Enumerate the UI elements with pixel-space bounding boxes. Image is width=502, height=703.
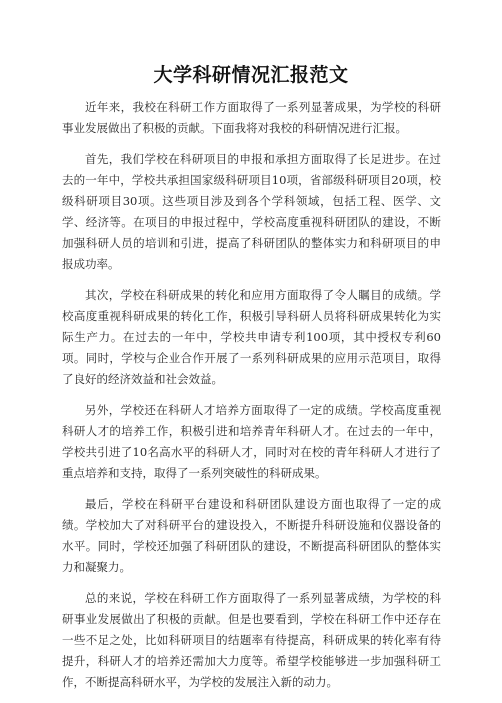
paragraph-platform: 最后，学校在科研平台建设和科研团队建设方面也取得了一定的成绩。学校加大了对科研平台的建设投入，不断提升科研设施和仪器设备的水平。同时，学校还加强了科研团队的建设，不断提高科研团队的整体实力和凝聚力。 xyxy=(62,497,441,574)
document-body xyxy=(62,97,441,703)
paragraph-achievements: 其次，学校在科研成果的转化和应用方面取得了令人瞩目的成绩。学校高度重视科研成果的转化工作，积极引导科研人员将科研成果转化为实际生产力。在过去的一年中，学校共申请专利100项，其中授权专利60项。同时，学校与企业合作开展了一系列科研成果的应用示范项目，取得了良好的经济效益和社会效益。 xyxy=(62,288,441,386)
paragraph-intro: 近年来，我校在科研工作方面取得了一系列显著成果，为学校的科研事业发展做出了积极的贡献。下面我将对我校的科研情况进行汇报。 xyxy=(62,100,441,135)
paragraph-talent: 另外，学校还在科研人才培养方面取得了一定的成绩。学校高度重视科研人才的培养工作，积极引进和培养青年科研人才。在过去的一年中，学校共引进了10名高水平的科研人才，同时对在校的青年科研人才进行了重点培养和支持，取得了一系列突破性的科研成果。 xyxy=(62,403,441,480)
paragraph-projects: 首先，我们学校在科研项目的申报和承担方面取得了长足进步。在过去的一年中，学校共承担国家级科研项目10项，省部级科研项目20项，校级科研项目30项。这些项目涉及到各个学科领域，包括工程、医学、文学、经济等。在项目的申报过程中，学校高度重视科研团队的建设，不断加强科研人员的培训和引进，提高了科研团队的整体实力和科研项目的申报成功率。 xyxy=(62,152,441,271)
paragraph-summary: 总的来说，学校在科研工作方面取得了一系列显著成绩，为学校的科研事业发展做出了积极的贡献。但是也要看到，学校在科研工作中还存在一些不足之处，比如科研项目的结题率有待提高，科研成果的转化率有待提升，科研人才的培养还需加大力度等。希望学校能够进一步加强科研工作，不断提高科研水平，为学校的发展注入新的动力。 xyxy=(62,591,441,689)
document-title: 大学科研情况汇报范文 xyxy=(153,64,349,86)
